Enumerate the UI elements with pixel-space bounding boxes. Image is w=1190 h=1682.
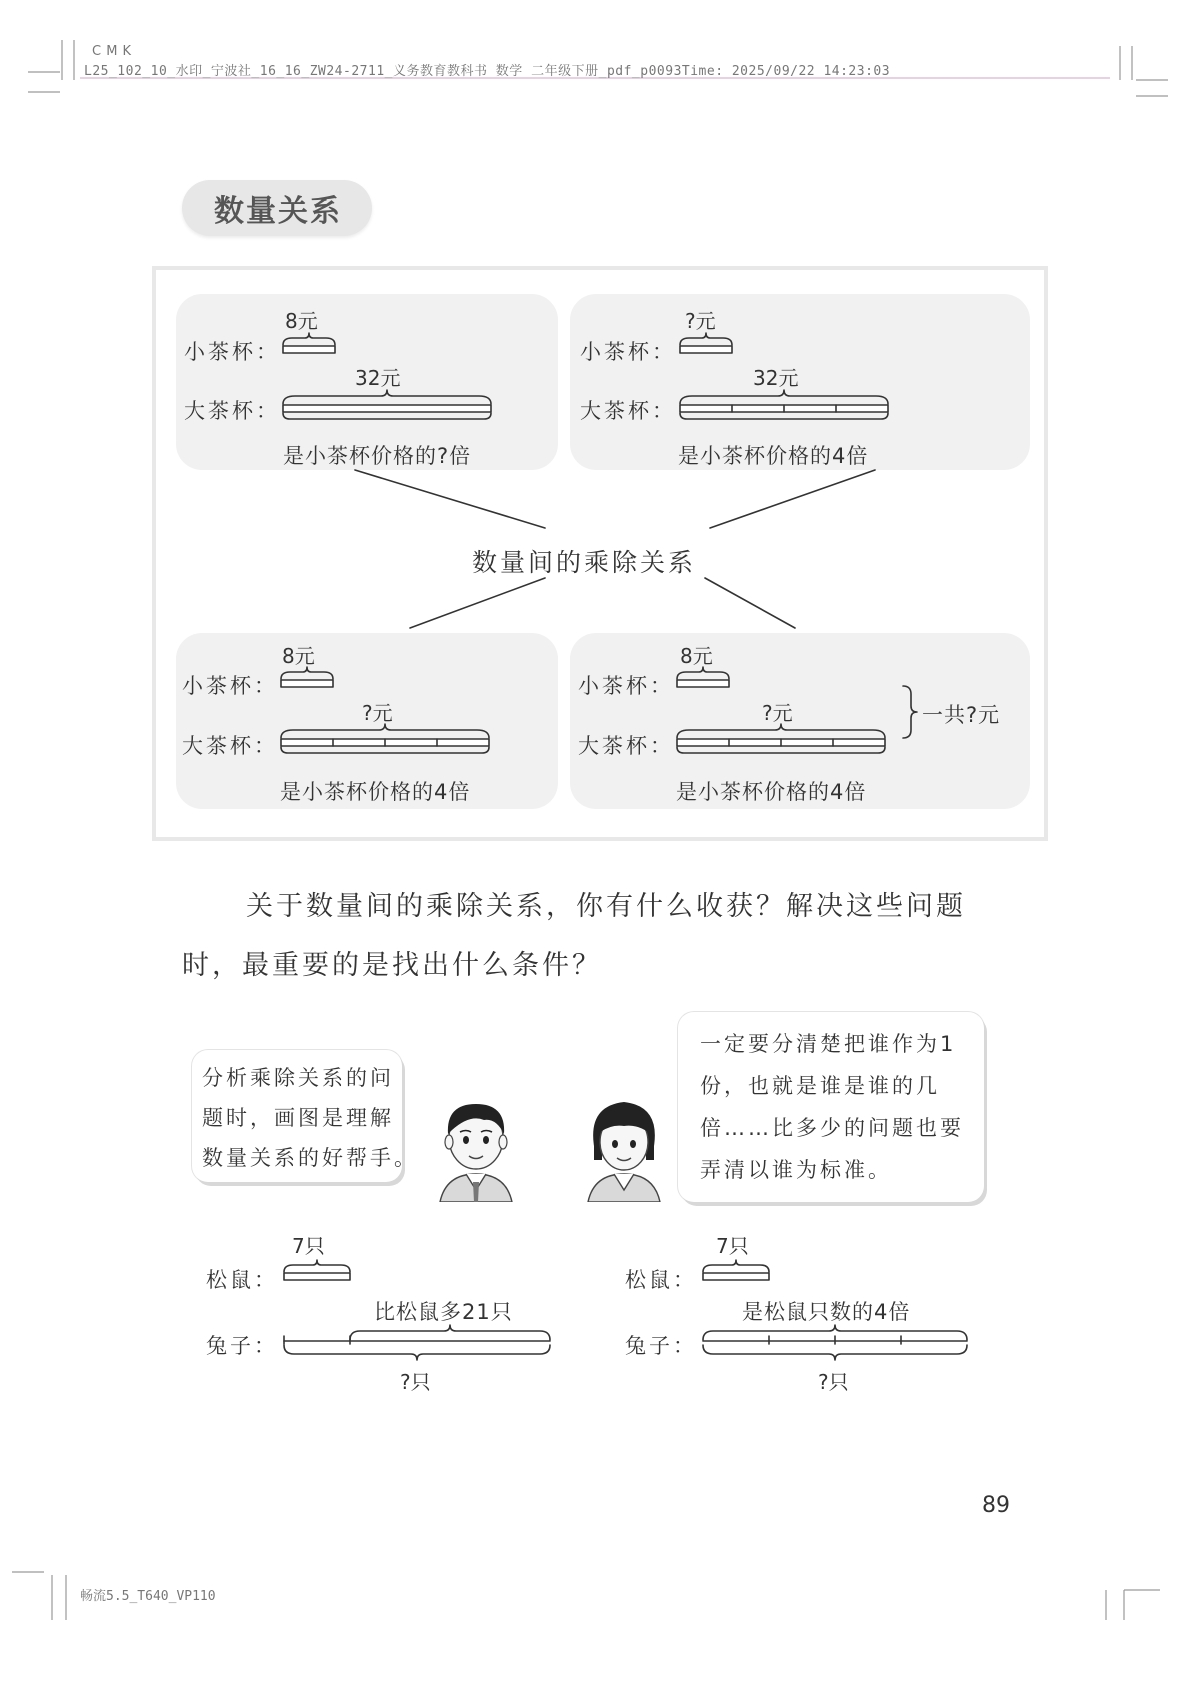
squirrel-label-left: 松鼠： <box>206 1268 278 1292</box>
girl-bubble-line-2: 份，也就是谁是谁的几 <box>700 1074 940 1098</box>
big-cup-label-tr: 大茶杯： <box>580 399 676 423</box>
rabbit-underbrace-right <box>703 1345 967 1360</box>
caption-bl: 是小茶杯价格的4倍 <box>280 780 471 804</box>
big-cup-label-tl: 大茶杯： <box>184 399 280 423</box>
center-relation-label: 数量间的乘除关系 <box>472 548 697 577</box>
small-cup-label-tl: 小茶杯： <box>184 340 280 364</box>
diff-brace-left <box>350 1325 550 1340</box>
girl-illustration <box>574 1090 674 1202</box>
small-cup-label-bl: 小茶杯： <box>182 674 278 698</box>
girl-bubble-line-3: 倍……比多少的问题也要 <box>700 1116 964 1140</box>
squirrel-value-left: 7只 <box>292 1234 325 1258</box>
squirrel-bar-left <box>284 1273 350 1280</box>
squirrel-bar-right <box>703 1273 769 1280</box>
rabbit-label-right: 兔子： <box>625 1334 697 1358</box>
boy-illustration <box>426 1090 526 1202</box>
boy-bubble-line-2: 题时，画图是理解 <box>202 1106 394 1130</box>
total-brace-br <box>903 686 917 738</box>
rabbit-underbrace-left <box>284 1345 550 1360</box>
cmk-marks: C M K <box>92 44 132 59</box>
big-cup-value-tl: 32元 <box>355 366 401 390</box>
big-cup-underbrace-tl <box>283 413 491 419</box>
big-cup-label-br: 大茶杯： <box>578 734 674 758</box>
squirrel-brace-right <box>703 1260 769 1272</box>
girl-bubble-line-1: 一定要分清楚把谁作为1 <box>700 1032 957 1056</box>
small-cup-bar-tr <box>680 346 732 353</box>
small-cup-bar-bl <box>281 680 333 687</box>
squirrel-value-right: 7只 <box>716 1234 749 1258</box>
boy-speech-bubble <box>192 1050 418 1182</box>
total-label-br: 一共?元 <box>922 703 1001 727</box>
big-cup-brace-tr <box>680 390 888 404</box>
big-cup-brace-br <box>677 724 885 738</box>
page-number: 89 <box>982 1493 1010 1518</box>
small-cup-brace-tr <box>680 333 732 345</box>
big-cup-underbrace-tr <box>680 413 888 419</box>
big-cup-value-br: ?元 <box>762 701 793 725</box>
connector-top-right <box>710 470 875 528</box>
small-cup-bar-br <box>677 680 729 687</box>
boy-bubble-line-3: 数量关系的好帮手。 <box>202 1146 418 1170</box>
boy-bubble-line-1: 分析乘除关系的问 <box>202 1066 394 1090</box>
footer-print-info: 畅流5.5_T640_VP110 <box>80 1589 216 1604</box>
caption-tr: 是小茶杯价格的4倍 <box>678 444 869 468</box>
print-info-line: L25_102_10_水印_宁波社_16_16_ZW24-2711_义务教育教科书 数学 二年级下册_pdf_p0093Time: 2025/09/22 14:23:03 <box>84 64 891 79</box>
big-cup-brace-tl <box>283 390 491 404</box>
small-cup-value-tl: 8元 <box>285 309 318 333</box>
squirrel-label-right: 松鼠： <box>625 1268 697 1292</box>
big-cup-label-bl: 大茶杯： <box>182 734 278 758</box>
small-cup-brace-tl <box>283 333 335 345</box>
small-cup-label-tr: 小茶杯： <box>580 340 676 364</box>
connector-top-left <box>355 470 545 528</box>
caption-br: 是小茶杯价格的4倍 <box>676 780 867 804</box>
big-cup-underbrace-br <box>677 747 885 753</box>
question-line-1: 关于数量间的乘除关系，你有什么收获？解决这些问题 <box>246 891 966 922</box>
big-cup-value-tr: 32元 <box>753 366 799 390</box>
girl-speech-bubble <box>678 1012 984 1202</box>
small-cup-bar-tl <box>283 346 335 353</box>
caption-tl: 是小茶杯价格的?倍 <box>283 444 472 468</box>
girl-bubble-line-4: 弄清以谁为标准。 <box>700 1158 892 1182</box>
connector-bottom-left <box>410 578 545 628</box>
big-cup-bar-tl <box>283 405 491 412</box>
connector-bottom-right <box>705 578 795 628</box>
times-label-right: 是松鼠只数的4倍 <box>742 1300 911 1324</box>
rabbit-label-left: 兔子： <box>206 1334 278 1358</box>
rabbit-total-left: ?只 <box>400 1370 431 1394</box>
big-cup-value-bl: ?元 <box>362 701 393 725</box>
big-cup-brace-bl <box>281 724 489 738</box>
big-cup-underbrace-bl <box>281 747 489 753</box>
small-cup-value-bl: 8元 <box>282 644 315 668</box>
question-line-2: 时，最重要的是找出什么条件？ <box>182 950 602 981</box>
squirrel-brace-left <box>284 1260 350 1272</box>
small-cup-value-br: 8元 <box>680 644 713 668</box>
diff-label-left: 比松鼠多21只 <box>374 1300 513 1324</box>
small-cup-label-br: 小茶杯： <box>578 674 674 698</box>
section-title: 数量关系 <box>214 194 342 229</box>
small-cup-value-tr: ?元 <box>685 309 716 333</box>
rabbit-total-right: ?只 <box>818 1370 849 1394</box>
